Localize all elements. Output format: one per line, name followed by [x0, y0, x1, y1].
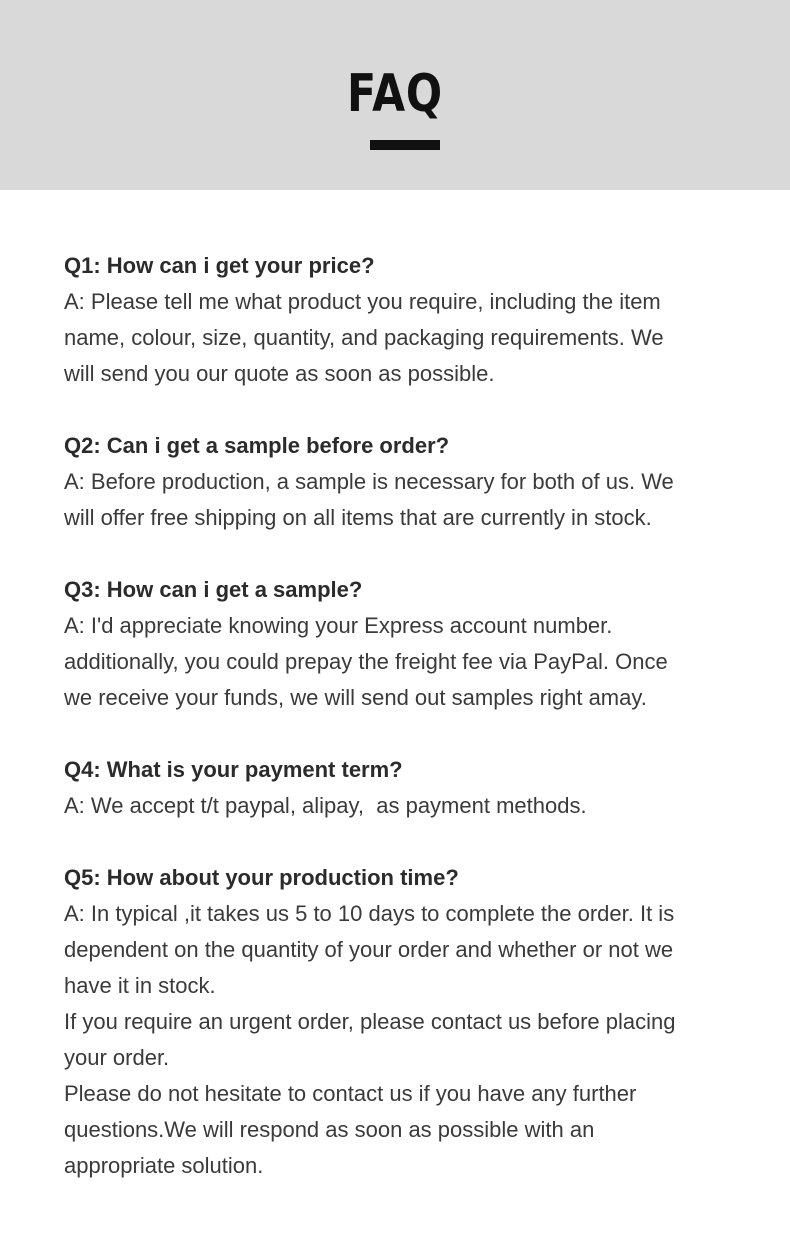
faq-answer-line: dependent on the quantity of your order and whether or not we	[64, 937, 674, 962]
page-title: FAQ	[347, 64, 443, 124]
faq-answer-3	[64, 608, 754, 716]
faq-answer-line: will offer free shipping on all items that are currently in stock.	[64, 505, 652, 530]
faq-list	[64, 248, 754, 1220]
faq-question-2: Q2: Can i get a sample before order?	[64, 433, 450, 458]
faq-answer-5	[64, 896, 754, 1184]
title-underline	[370, 140, 440, 150]
faq-answer-line: name, colour, size, quantity, and packaging requirements. We	[64, 325, 664, 350]
faq-answer-line: Please do not hesitate to contact us if you have any further	[64, 1081, 637, 1106]
faq-answer-line: your order.	[64, 1045, 170, 1070]
faq-answer-line: A: We accept t/t paypal, alipay, as payment methods.	[64, 793, 587, 818]
faq-question-4: Q4: What is your payment term?	[64, 757, 403, 782]
faq-answer-line: A: Before production, a sample is necessary for both of us. We	[64, 469, 674, 494]
faq-item-2	[64, 428, 754, 536]
faq-answer-line: A: Please tell me what product you require, including the item	[64, 289, 661, 314]
faq-question-3: Q3: How can i get a sample?	[64, 577, 363, 602]
faq-answer-1	[64, 284, 754, 392]
faq-answer-line: A: I'd appreciate knowing your Express account number.	[64, 613, 613, 638]
faq-answer-line: we receive your funds, we will send out samples right amay.	[64, 685, 647, 710]
faq-answer-line: will send you our quote as soon as possible.	[64, 361, 495, 386]
faq-answer-2	[64, 464, 754, 536]
faq-answer-line: additionally, you could prepay the freight fee via PayPal. Once	[64, 649, 668, 674]
faq-item-1	[64, 248, 754, 392]
faq-header	[0, 0, 790, 190]
faq-item-3	[64, 572, 754, 716]
faq-question-5: Q5: How about your production time?	[64, 865, 459, 890]
faq-answer-line: appropriate solution.	[64, 1153, 264, 1178]
faq-answer-line: questions.We will respond as soon as possible with an	[64, 1117, 595, 1142]
faq-answer-4	[64, 788, 754, 824]
faq-answer-line: have it in stock.	[64, 973, 216, 998]
faq-question-1: Q1: How can i get your price?	[64, 253, 375, 278]
faq-answer-line: If you require an urgent order, please contact us before placing	[64, 1009, 676, 1034]
faq-item-4	[64, 752, 754, 824]
faq-item-5	[64, 860, 754, 1184]
faq-answer-line: A: In typical ,it takes us 5 to 10 days to complete the order. It is	[64, 901, 675, 926]
